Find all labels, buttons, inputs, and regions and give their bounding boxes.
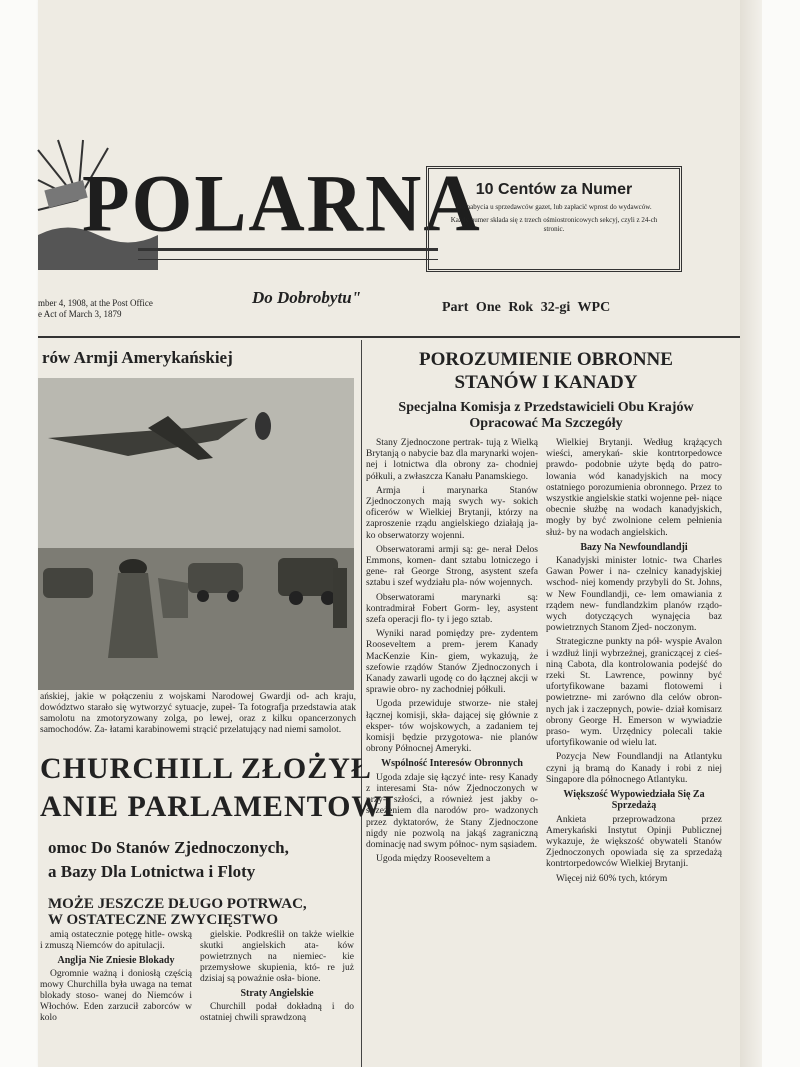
headline: CHURCHILL ZŁOŻYŁ <box>40 752 372 785</box>
edition-line: Part One Rok 32-gi WPC <box>442 300 611 315</box>
subheadline: omoc Do Stanów Zjednoczonych, <box>48 838 289 857</box>
price-note: Każdy numer składa się z trzech ośmiostronicowych sekcyj, czyli z 24-ch stronic. <box>450 216 658 233</box>
paragraph: Ugoda przewiduje stworze- nie stałej łącznej komisji, skła- dającej się głównie z eksper- tów wojskowych, a zadaniem tej komisji będzie przygotowa- nie planów obrony Północnej Ameryki. <box>366 699 538 755</box>
article-column <box>366 438 538 868</box>
paragraph: gielskie. Podkreślił on także wielkie skutki angielskich ata- ków powietrznych na niemiec- kie przemysłowe skupienia, któ- re już dzisiaj są poważnie osła- bione. <box>200 930 354 984</box>
column-rule <box>361 340 362 1067</box>
paragraph: Obserwatorami marynarki są: kontradmirał Fobert Gorm- ley, asystent szefa operacji flo- ty i jego sztab. <box>366 592 538 626</box>
paragraph: Więcej niż 60% tych, którym <box>556 873 668 884</box>
price-title: 10 Centów za Numer <box>475 181 633 198</box>
motto: Do Dobrobytu" <box>252 288 362 307</box>
price-box <box>426 166 682 272</box>
paragraph: Obserwatorami armji są: ge- nerał Delos Emmons, komen- dant sztabu lotniczego i gene- rał George Strong, asystent szefa sztabu i szef wydziału pla- nów wojennych. <box>366 544 538 589</box>
deck-headline <box>48 896 307 928</box>
title-ornament <box>138 248 438 260</box>
news-photo <box>38 378 354 690</box>
article-column <box>546 438 722 888</box>
section-head: Wspólność Interesów Obronnych <box>381 758 523 770</box>
subheadline: Specjalna Komisja z Przedstawicieli Obu Krajów Opracować Ma Szczegóły <box>398 400 694 431</box>
headline: ANIE PARLAMENTOWI <box>40 790 396 823</box>
paragraph: Ugoda między Rooseveltem a <box>376 854 491 865</box>
deck-line: MOŻE JESZCZE DŁUGO POTRWAC, <box>48 896 307 912</box>
photo-caption: ańskiej, jakie w połączeniu z wojskami Narodowej Gwardji od- ach kraju, dowództwo starało się wytworzyć sytuacje, zupeł- Ta fotografja przedstawia atak samolotu na zmotoryzowany zolga, po lewej, oraz z kilku opancerzonych samochodów. Za- łatami karabinowemi strącić przelatujący nad niemi samolot. <box>40 692 356 735</box>
paragraph: Strategiczne punkty na pół- wyspie Avalon i wzdłuż linji wybrzeżnej, graniczącej z cieś- niną Cabota, dla kontrolowania podejść do rzeki St. Lawrence, powinny być ufortyfikowane bazami flotowemi i powietrzne- mi zarówno dla celów obron- nych jak i zaczepnych, powie- dział komisarz obrony George H. Emerson w wywiadzie praso- wym. Urzędnicy polecali takie ufortyfikowanie od wielu lat. <box>546 637 722 749</box>
paragraph: Pozycja New Foundlandji na Atlantyku czyni ją bramą do Kanady i robi z niej Singapore dla północnego Atlantyku. <box>546 752 722 785</box>
article-column <box>40 930 192 1027</box>
masthead <box>38 140 740 330</box>
paper-edge <box>740 0 762 1067</box>
article-column <box>200 930 354 1027</box>
paragraph: Churchill podał dokładną i do ostatniej chwili sprawdzoną <box>200 1002 354 1023</box>
paragraph: Ankieta przeprowadzona przez Amerykański Instytut Opinji Publicznej wykazuje, że większość obywateli Stanów Zjednoczonych opowiada się za sprzedażą kontrtorpedowców Wielkiej Brytanji. <box>546 814 722 870</box>
price-note: Do nabycia u sprzedawców gazet, lub zapłacić wprost do wydawców. <box>456 203 652 211</box>
airplane-attack-photo <box>38 378 354 690</box>
paragraph: Wyniki narad pomiędzy pre- zydentem Rooseveltem a prem- jerem Kanady MacKenzie Kin- giem, wykazują, że szefowie rządów Stanów Zjednoczonych i Kanady zawarli ugodę co do łącznej akcji w sprawie obro- ny zachodniej półkuli. <box>366 629 538 696</box>
section-head: Straty Angielskie <box>240 988 314 999</box>
left-column <box>38 340 396 1067</box>
headline-line: STANÓW I KANADY <box>454 372 638 393</box>
subheadline: a Bazy Dla Lotnictwa i Floty <box>48 862 256 881</box>
main-headline <box>370 348 722 394</box>
post-office-line: e Act of March 3, 1879 <box>38 309 122 319</box>
right-column <box>366 340 726 1067</box>
paragraph: Wielkiej Brytanji. Według krążących wieści, amerykań- skie kontrtorpedowce prawdo- podobnie użyte będą do patro- lowania wód kanadyjskich na mocy ostatniego porozumienia obronnego. Przez to wszystkie angielskie statki wojenne peł- niące obecnie służbę na wodach kanadyjskich, mogły by być zwolnione celem pełnienia służ- by na wodach angielskich. <box>546 438 722 538</box>
photo-heading: rów Armji Amerykańskiej <box>42 348 233 367</box>
newspaper-page <box>38 0 740 1067</box>
paragraph: Ugoda zdaje się łączyć inte- resy Kanady z interesami Sta- nów Zjednoczonych w przy- szłości, a również jest jakby o- strzeżeniem dla narodów pro- wadzonych przez dyktatorów, że Stany Zjednoczone nigdy nie pozwolą na jakąś zagraniczną dominację nad swym północ- nym sąsiadem. <box>366 772 538 850</box>
section-head: Anglja Nie Zniesie Blokady <box>57 955 175 966</box>
paragraph: Kanadyjski minister lotnic- twa Charles Gawan Power i na- czelnicy kanadyjskiej wschod- niej komendy przybyli do St. Johns, w New Foundlandji, ce- lem omawiania z rządem new- fundlandzkim planów rządo- wych dotyczących wynajęcia baz powietrznych Stanom Zjed- noczonym. <box>546 556 722 634</box>
paragraph: Ogromnie ważną i doniosłą częścią mowy Churchilla była uwaga na temat blokady stoso- wanej do Niemców i Włochów. Eden zarzucił zaborców w kolo <box>40 969 192 1023</box>
section-head: Większość Wypowiedziała Się Za Sprzedażą <box>563 789 705 812</box>
newspaper-title: POLARNA <box>82 156 482 249</box>
deck-line: W OSTATECZNE ZWYCIĘSTWO <box>48 912 279 928</box>
section-head: Bazy Na Newfoundlandji <box>580 541 688 553</box>
post-office-line: mber 4, 1908, at the Post Office <box>38 298 153 308</box>
paragraph: amią ostatecznie potęgę hitle- owską i zmuszą Niemców do apitulacji. <box>40 930 192 951</box>
post-office-notice <box>38 298 188 320</box>
paragraph: Stany Zjednoczone pertrak- tują z Wielką Brytanją o nabycie baz dla marynarki wojen- nej i lotnictwa dla obrony za- chodniej półkuli, a zwłaszcza Kanału Panamskiego. <box>366 438 538 482</box>
header-rule <box>38 336 740 338</box>
headline-line: POROZUMIENIE OBRONNE <box>419 349 673 370</box>
paragraph: Armja i marynarka Stanów Zjednoczonych mają swych wy- sokich oficerów w Wielkiej Brytanji, którzy na zaproszenie rządu angielskiego działają ja- ko obserwatorzy wojenni. <box>366 485 538 541</box>
